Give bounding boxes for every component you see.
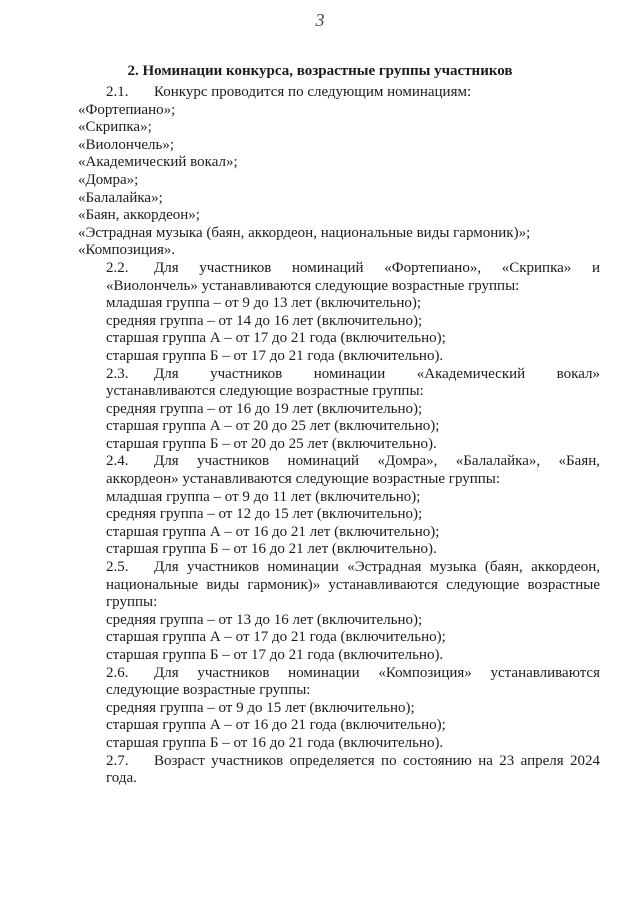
- nomination-item: «Академический вокал»;: [78, 154, 238, 171]
- clause-2-1: [78, 84, 600, 102]
- clause-number: 2.2.: [106, 259, 129, 276]
- page-number: 3: [315, 10, 325, 30]
- clause-text: Для участников номинации «Академический вокал» устанавливаются следующие возрастные группы:: [106, 365, 600, 400]
- age-group-item: старшая группа А – от 16 до 21 лет (включительно);: [106, 523, 440, 540]
- nomination-item: «Фортепиано»;: [78, 101, 176, 118]
- clause-text: Конкурс проводится по следующим номинациям:: [154, 84, 472, 100]
- section-heading: 2. Номинации конкурса, возрастные группы участников: [127, 63, 513, 79]
- nomination-item: «Домра»;: [78, 171, 139, 188]
- clause-text: Для участников номинаций «Домра», «Балалайка», «Баян, аккордеон» устанавливаются следующие возрастные группы:: [106, 453, 600, 488]
- age-group-item: старшая группа А – от 17 до 21 года (включительно);: [106, 330, 446, 347]
- age-group-item: старшая группа А – от 16 до 21 года (включительно);: [106, 717, 446, 734]
- clause-2-2: [78, 260, 600, 295]
- clause-text: Возраст участников определяется по состоянию на 23 апреля 2024 года.: [106, 752, 600, 787]
- clause-2-7: [78, 753, 600, 788]
- age-group-item: средняя группа – от 16 до 19 лет (включительно);: [106, 400, 423, 417]
- nomination-item: «Балалайка»;: [78, 189, 163, 206]
- age-group-item: старшая группа А – от 20 до 25 лет (включительно);: [106, 418, 440, 435]
- clause-text: Для участников номинаций «Фортепиано», «Скрипка» и «Виолончель» устанавливаются следующие возрастные группы:: [106, 259, 600, 294]
- age-group-item: старшая группа Б – от 20 до 25 лет (включительно).: [106, 435, 437, 452]
- clause-2-5: [78, 559, 600, 612]
- age-group-item: старшая группа Б – от 17 до 21 года (включительно).: [106, 347, 444, 364]
- clause-number: 2.1.: [106, 84, 129, 100]
- age-group-item: средняя группа – от 14 до 16 лет (включительно);: [106, 312, 423, 329]
- document-body: [78, 84, 600, 788]
- clause-2-6: [78, 665, 600, 700]
- age-group-item: младшая группа – от 9 до 13 лет (включительно);: [106, 295, 422, 312]
- nomination-item: «Композиция».: [78, 242, 176, 259]
- nomination-item: «Баян, аккордеон»;: [78, 207, 200, 224]
- clause-2-4: [78, 453, 600, 488]
- age-group-item: средняя группа – от 9 до 15 лет (включительно);: [106, 699, 415, 716]
- age-group-item: старшая группа А – от 17 до 21 года (включительно);: [106, 629, 446, 646]
- age-group-item: младшая группа – от 9 до 11 лет (включительно);: [106, 488, 421, 505]
- clause-number: 2.5.: [106, 559, 129, 576]
- clause-2-3: [78, 366, 600, 401]
- age-group-item: старшая группа Б – от 17 до 21 года (включительно).: [106, 647, 444, 663]
- age-group-item: средняя группа – от 12 до 15 лет (включительно);: [106, 506, 423, 523]
- clause-number: 2.7.: [106, 752, 129, 769]
- age-group-item: старшая группа Б – от 16 до 21 лет (включительно).: [106, 541, 437, 558]
- age-group-item: старшая группа Б – от 16 до 21 года (включительно).: [106, 734, 444, 751]
- clause-text: Для участников номинации «Композиция» устанавливаются следующие возрастные группы:: [106, 664, 600, 699]
- nomination-item: «Скрипка»;: [78, 119, 152, 136]
- age-group-item: средняя группа – от 13 до 16 лет (включительно);: [106, 611, 423, 628]
- clause-number: 2.4.: [106, 453, 129, 470]
- clause-number: 2.3.: [106, 365, 129, 382]
- clause-text: Для участников номинации «Эстрадная музыка (баян, аккордеон, национальные виды гармоник)» устанавливаются следующие возрастные группы:: [106, 559, 600, 611]
- nomination-item: «Эстрадная музыка (баян, аккордеон, национальные виды гармоник)»;: [78, 224, 531, 241]
- clause-number: 2.6.: [106, 664, 129, 681]
- nomination-item: «Виолончель»;: [78, 136, 175, 153]
